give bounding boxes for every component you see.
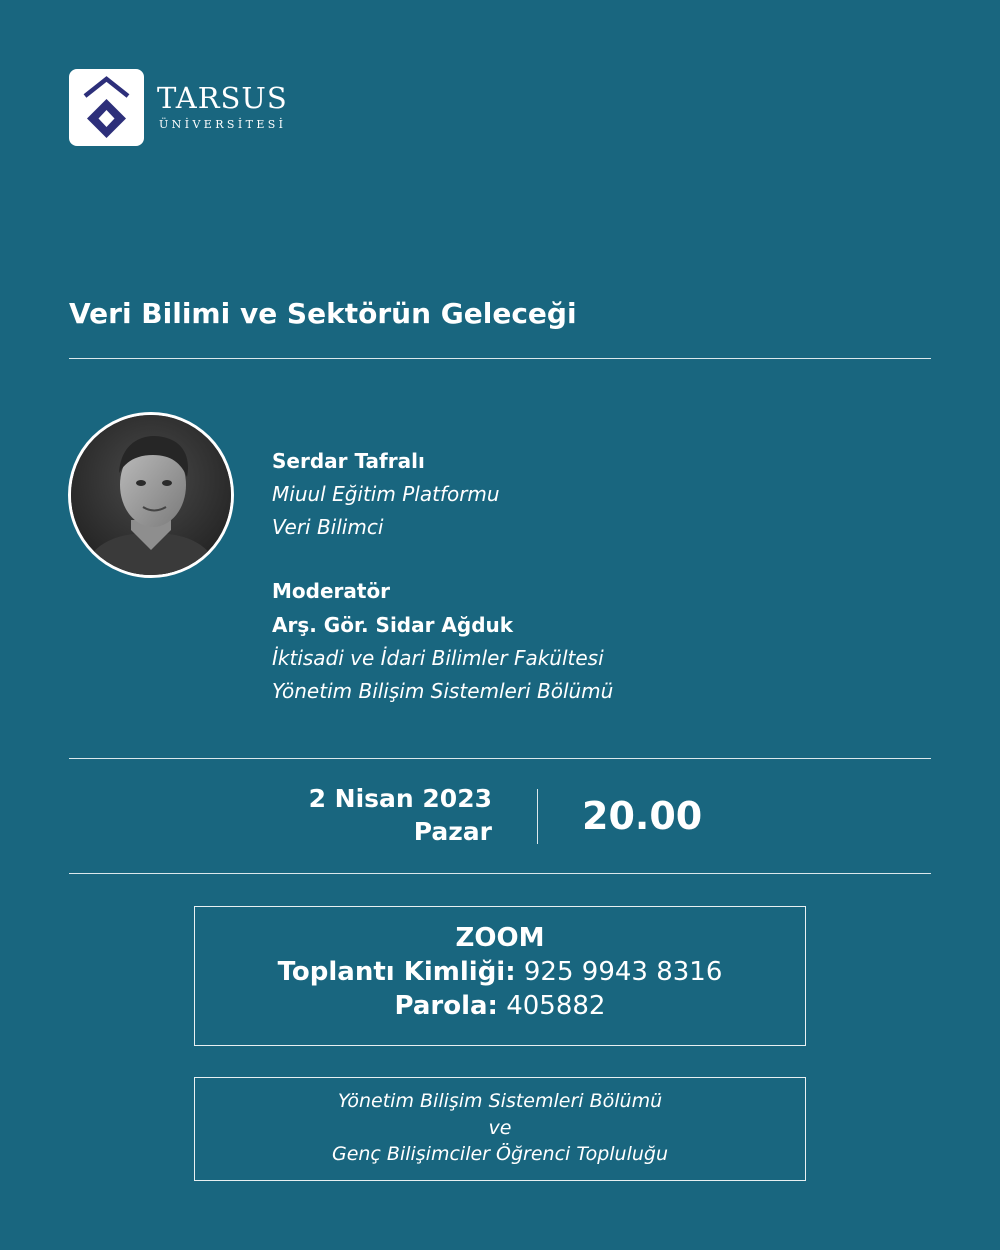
university-logo (69, 69, 144, 146)
password-value: 405882 (506, 991, 606, 1021)
logo-subtitle: ÜNİVERSİTESİ (159, 118, 287, 131)
speaker-role: Veri Bilimci (272, 515, 384, 539)
event-time: 20.00 (582, 794, 703, 838)
event-title: Veri Bilimi ve Sektörün Geleceği (69, 297, 577, 330)
zoom-password-row (195, 989, 805, 1023)
logo-name: TARSUS (157, 81, 288, 115)
speaker-organization: Miuul Eğitim Platformu (272, 482, 500, 506)
event-day: Pazar (413, 817, 492, 846)
date-time-separator (537, 789, 538, 844)
zoom-info-box (194, 906, 806, 1046)
moderator-heading: Moderatör (272, 579, 391, 603)
meeting-id-value: 925 9943 8316 (523, 957, 723, 987)
organizer-line-2: Genç Bilişimciler Öğrenci Topluluğu (331, 1143, 669, 1165)
zoom-platform-label: ZOOM (455, 923, 545, 953)
meeting-id-label: Toplantı Kimliği: (277, 957, 516, 987)
password-label: Parola: (394, 991, 498, 1021)
moderator-name: Arş. Gör. Sidar Ağduk (272, 613, 514, 637)
divider-top (69, 358, 931, 359)
moderator-department: Yönetim Bilişim Sistemleri Bölümü (272, 679, 614, 703)
zoom-meeting-id-row (195, 955, 805, 989)
divider-bottom (69, 873, 931, 874)
divider-middle (69, 758, 931, 759)
tarsus-university-emblem-icon (69, 69, 144, 146)
organizers-box (194, 1077, 806, 1181)
event-date: 2 Nisan 2023 (308, 784, 492, 813)
organizer-line-1: Yönetim Bilişim Sistemleri Bölümü (337, 1090, 663, 1112)
organizer-conjunction: ve (488, 1117, 512, 1139)
speaker-photo (68, 412, 234, 578)
moderator-faculty: İktisadi ve İdari Bilimler Fakültesi (272, 646, 604, 670)
speaker-name: Serdar Tafralı (272, 449, 425, 473)
speaker-portrait-icon (71, 415, 231, 575)
zoom-platform (195, 921, 805, 955)
